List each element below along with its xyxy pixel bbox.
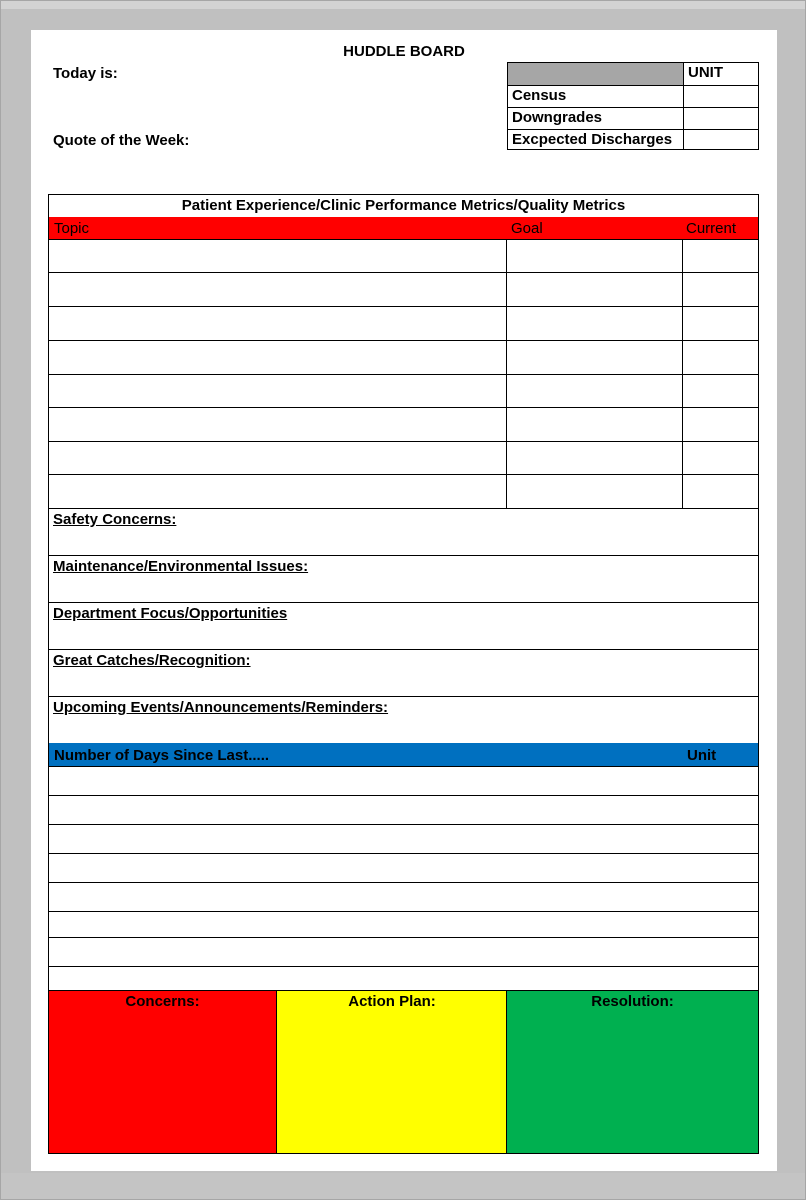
days-row[interactable] (49, 937, 758, 967)
unit-table-header-row (508, 63, 758, 85)
unit-table-row (508, 85, 758, 107)
unit-row-label-discharges: Excpected Discharges (512, 131, 673, 148)
goal-column-divider (506, 239, 507, 508)
unit-table-header-blank (508, 63, 683, 85)
today-label: Today is: (53, 65, 118, 82)
metrics-header: Patient Experience/Clinic Performance Metrics/Quality Metrics (181, 197, 626, 214)
concerns-box[interactable] (49, 990, 276, 1153)
days-row[interactable] (49, 766, 758, 796)
days-row[interactable] (49, 853, 758, 883)
days-row[interactable] (49, 824, 758, 854)
action-plan-box[interactable] (276, 990, 507, 1153)
section-department-focus[interactable]: Department Focus/Opportunities (49, 602, 758, 649)
days-since-bar (49, 743, 758, 766)
metric-row[interactable] (49, 340, 758, 374)
section-upcoming-events[interactable]: Upcoming Events/Announcements/Reminders: (49, 696, 758, 743)
metric-row[interactable] (49, 272, 758, 306)
unit-row-value-downgrades[interactable] (683, 108, 684, 129)
days-row[interactable] (49, 966, 758, 991)
board-title: HUDDLE BOARD (343, 43, 465, 60)
metrics-column-header-bar (49, 217, 758, 239)
huddle-board-sheet (31, 30, 777, 1171)
unit-table-row (508, 107, 758, 129)
metric-row[interactable] (49, 474, 758, 509)
days-since-unit: Unit (687, 747, 717, 764)
col-topic: Topic (54, 220, 90, 237)
quote-label: Quote of the Week: (53, 132, 190, 149)
col-current: Current (686, 220, 737, 237)
days-row[interactable] (49, 795, 758, 825)
metric-row[interactable] (49, 239, 758, 273)
section-great-catches[interactable]: Great Catches/Recognition: (49, 649, 758, 696)
unit-row-label-census: Census (512, 87, 567, 104)
metric-row[interactable] (49, 441, 758, 475)
concerns-label: Concerns: (125, 993, 200, 1010)
unit-row-label-downgrades: Downgrades (512, 109, 603, 126)
resolution-box[interactable] (506, 990, 758, 1153)
section-maintenance-issues[interactable]: Maintenance/Environmental Issues: (49, 555, 758, 602)
action-plan-label: Action Plan: (348, 993, 436, 1010)
section-safety-concerns[interactable]: Safety Concerns: (49, 508, 758, 555)
unit-table (507, 62, 759, 150)
resolution-label: Resolution: (591, 993, 674, 1010)
unit-table-header: UNIT (683, 63, 758, 85)
metrics-table (48, 194, 759, 1154)
metric-row[interactable] (49, 374, 758, 408)
unit-row-value-census[interactable] (683, 86, 684, 107)
metric-row[interactable] (49, 407, 758, 441)
current-column-divider (682, 239, 683, 508)
unit-table-row (508, 129, 758, 150)
col-goal: Goal (511, 220, 543, 237)
metric-row[interactable] (49, 306, 758, 340)
days-row[interactable] (49, 882, 758, 912)
days-since-label: Number of Days Since Last..... (54, 747, 270, 764)
unit-row-value-discharges[interactable] (683, 130, 684, 150)
days-row[interactable] (49, 911, 758, 938)
